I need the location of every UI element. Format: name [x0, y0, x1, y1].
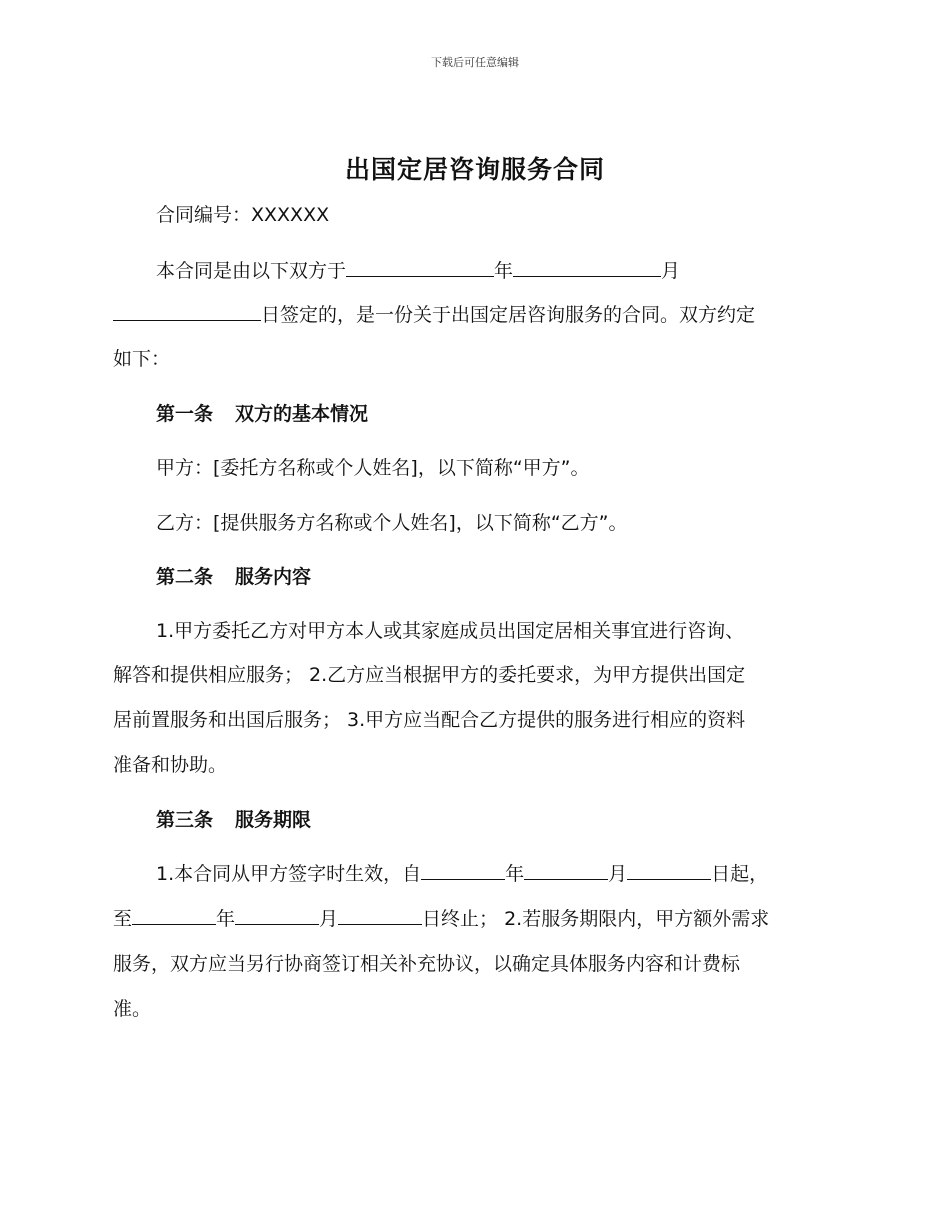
intro-line-2 — [113, 300, 833, 327]
blank-start-day[interactable] — [627, 878, 711, 880]
party-a-line: 甲方：[委托方名称或个人姓名]，以下简称“甲方”。 — [156, 457, 590, 479]
start-year-label: 年 — [505, 863, 525, 885]
start-month-label: 月 — [608, 863, 628, 885]
party-b-line: 乙方：[提供服务方名称或个人姓名]，以下简称“乙方”。 — [156, 512, 628, 534]
blank-start-month[interactable] — [524, 878, 608, 880]
article-2-line-1: 1.甲方委托乙方对甲方本人或其家庭成员出国定居相关事宜进行咨询、 — [156, 620, 745, 642]
blank-end-year[interactable] — [132, 923, 216, 925]
blank-day[interactable] — [113, 319, 261, 321]
start-day-label: 日起， — [711, 863, 769, 885]
term-start-text: 1.本合同从甲方签字时生效，自 — [156, 863, 422, 885]
blank-end-month[interactable] — [235, 923, 319, 925]
article-2-line-2: 解答和提供相应服务； 2.乙方应当根据甲方的委托要求，为甲方提供出国定 — [113, 664, 746, 686]
intro-continuation: 日签定的，是一份关于出国定居咨询服务的合同。双方约定 — [261, 304, 756, 326]
article-1-title: 双方的基本情况 — [235, 403, 369, 425]
intro-line-3: 如下： — [113, 348, 171, 370]
article-3-number: 第三条 — [156, 809, 214, 831]
blank-end-day[interactable] — [338, 923, 422, 925]
end-month-label: 月 — [319, 908, 339, 930]
article-3-heading — [156, 805, 876, 832]
month-label: 月 — [661, 260, 681, 282]
intro-line-1 — [156, 256, 876, 283]
end-day-text: 日终止； 2.若服务期限内，甲方额外需求 — [422, 908, 770, 930]
end-year-label: 年 — [216, 908, 236, 930]
intro-text: 本合同是由以下双方于 — [156, 260, 347, 282]
article-1-heading — [156, 399, 876, 426]
article-2-number: 第二条 — [156, 566, 214, 588]
article-2-title: 服务内容 — [235, 566, 312, 588]
year-label: 年 — [494, 260, 514, 282]
document-title: 出国定居咨询服务合同 — [344, 155, 605, 184]
article-2-line-4: 准备和协助。 — [113, 754, 228, 776]
article-3-line-3: 服务，双方应当另行协商签订相关补充协议，以确定具体服务内容和计费标 — [113, 953, 741, 975]
contract-number: 合同编号：XXXXXX — [156, 204, 330, 226]
article-3-line-2 — [113, 904, 833, 931]
blank-year[interactable] — [346, 275, 494, 277]
article-3-title: 服务期限 — [235, 809, 312, 831]
article-1-number: 第一条 — [156, 403, 214, 425]
term-end-prefix: 至 — [113, 908, 133, 930]
article-3-line-4: 准。 — [113, 998, 152, 1020]
article-3-line-1 — [156, 859, 876, 886]
blank-start-year[interactable] — [421, 878, 505, 880]
article-2-heading — [156, 562, 876, 589]
page-header: 下载后可任意编辑 — [431, 56, 519, 69]
article-2-line-3: 居前置服务和出国后服务； 3.甲方应当配合乙方提供的服务进行相应的资料 — [113, 709, 746, 731]
blank-month[interactable] — [513, 275, 661, 277]
